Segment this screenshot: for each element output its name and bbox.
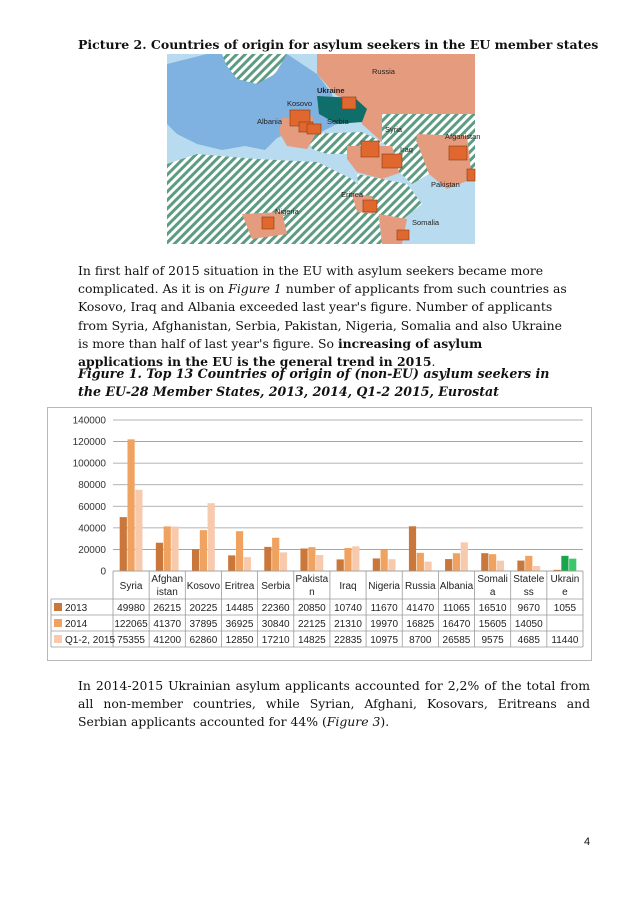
y-tick-label: 60000 bbox=[78, 501, 106, 513]
map-label-ukraine: Ukraine bbox=[317, 86, 345, 95]
data-label: 49980 bbox=[117, 603, 145, 614]
x-tick-label: Syria bbox=[119, 581, 143, 592]
bar-2013-stateless bbox=[517, 561, 524, 571]
para1-figure-ref: Figure 1 bbox=[228, 281, 282, 297]
x-tick-label: Afghan bbox=[151, 574, 184, 585]
bar-Q1-2-2015-syria bbox=[135, 490, 142, 571]
bar-2014-albania bbox=[453, 553, 460, 571]
bar-Q1-2-2015-albania bbox=[461, 542, 468, 571]
legend-label: Q1-2, 2015 bbox=[65, 635, 116, 646]
x-tick-label: ss bbox=[523, 587, 534, 598]
bar-2013-eritrea bbox=[228, 555, 235, 571]
y-tick-label: 0 bbox=[100, 566, 106, 578]
picture-title: Picture 2. Countries of origin for asylum seekers in the EU member states bbox=[78, 37, 599, 52]
x-tick-label: Ukrain bbox=[550, 574, 580, 585]
para1-bold-conclusion: increasing of asylum applications in the EU is the general trend in 2015 bbox=[78, 335, 483, 370]
data-label: 41470 bbox=[406, 603, 435, 614]
bar-Q1-2-2015-somalia bbox=[497, 561, 504, 571]
bar-2014-eritrea bbox=[236, 531, 243, 571]
bar-2013-nigeria bbox=[373, 558, 380, 571]
data-label: 16470 bbox=[442, 619, 471, 630]
map-label-syria: Syria bbox=[385, 125, 403, 134]
suitcase-icon bbox=[262, 217, 274, 229]
data-label: 16825 bbox=[406, 619, 435, 630]
para1-text-2: number of applicants from such countries as Kosovo, Iraq and Albania exceeded last year's figure. Number of applicants from Syria, Afghanistan, Serbia, Pakistan, Nigeria, Somalia and also Ukraine is more than half of last year's figure. So bbox=[78, 281, 567, 351]
data-label: 10975 bbox=[370, 635, 399, 646]
data-label: 62860 bbox=[189, 635, 218, 646]
bar-2013-serbia bbox=[264, 547, 271, 571]
bar-Q1-2-2015-serbia bbox=[280, 552, 287, 571]
bar-Q1-2-2015-stateless bbox=[533, 566, 540, 571]
legend-key-2013 bbox=[54, 603, 62, 611]
data-label: 26215 bbox=[153, 603, 182, 614]
suitcase-icon bbox=[467, 169, 475, 181]
x-tick-label: Kosovo bbox=[186, 581, 221, 592]
suitcase-icon bbox=[342, 97, 356, 109]
bar-2014-nigeria bbox=[381, 549, 388, 571]
bar-2014-afghanistan bbox=[164, 526, 171, 571]
bar-2014-stateless bbox=[525, 556, 532, 571]
bar-Q1-2-2015-eritrea bbox=[244, 557, 251, 571]
data-label: 22360 bbox=[261, 603, 290, 614]
x-tick-label: a bbox=[489, 587, 496, 598]
map-label-russia: Russia bbox=[372, 67, 395, 76]
data-label: 20225 bbox=[189, 603, 218, 614]
bar-Q1-2-2015-nigeria bbox=[388, 559, 395, 571]
x-tick-label: Serbia bbox=[261, 581, 291, 592]
bar-Q1-2-2015-kosovo bbox=[208, 503, 215, 571]
x-tick-label: Nigeria bbox=[368, 581, 400, 592]
data-label: 41370 bbox=[153, 619, 182, 630]
y-tick-label: 140000 bbox=[72, 415, 106, 427]
data-label: 15605 bbox=[478, 619, 507, 630]
bar-2013-russia bbox=[409, 526, 416, 571]
bar-2014-somalia bbox=[489, 554, 496, 571]
bar-Q1-2-2015-afghanistan bbox=[171, 527, 178, 571]
bar-2014-russia bbox=[417, 553, 424, 571]
suitcase-icon bbox=[449, 146, 467, 160]
asylum-origin-map bbox=[167, 54, 481, 244]
bar-Q1-2-2015-ukraine bbox=[569, 559, 576, 571]
data-label: 20850 bbox=[297, 603, 326, 614]
map-label-pakistan: Pakistan bbox=[431, 180, 460, 189]
data-label: 22125 bbox=[297, 619, 326, 630]
data-label: 36925 bbox=[225, 619, 254, 630]
bar-2014-ukraine bbox=[561, 556, 568, 571]
data-label: 21310 bbox=[334, 619, 362, 630]
suitcase-icon bbox=[307, 124, 321, 134]
y-tick-label: 40000 bbox=[78, 523, 106, 535]
map-label-eritrea: Eritrea bbox=[341, 190, 364, 199]
suitcase-icon bbox=[397, 230, 409, 240]
map-label-somalia: Somalia bbox=[412, 218, 440, 227]
data-label: 8700 bbox=[409, 635, 432, 646]
para1-text-1: In first half of 2015 situation in the EU with asylum seekers became more complicated. As it is on bbox=[78, 263, 544, 297]
data-label: 30840 bbox=[261, 619, 290, 630]
suitcase-icon bbox=[363, 200, 377, 212]
bar-2014-kosovo bbox=[200, 530, 207, 571]
data-label: 9575 bbox=[481, 635, 504, 646]
bar-2014-serbia bbox=[272, 538, 279, 571]
para2-end: ). bbox=[380, 714, 390, 730]
map-label-nigeria: Nigeria bbox=[275, 207, 299, 216]
data-label: 12850 bbox=[225, 635, 254, 646]
y-tick-label: 100000 bbox=[72, 458, 106, 470]
map-label-serbia: Serbia bbox=[327, 117, 349, 126]
page-number: 4 bbox=[584, 836, 591, 848]
legend-label: 2013 bbox=[65, 603, 88, 614]
map-label-iraq: Iraq bbox=[400, 145, 413, 154]
x-tick-label: Somali bbox=[477, 574, 508, 585]
data-label: 1055 bbox=[553, 603, 577, 614]
data-label: 11065 bbox=[442, 603, 471, 614]
data-label: 14825 bbox=[297, 635, 326, 646]
x-tick-label: Statele bbox=[513, 574, 545, 585]
bar-Q1-2-2015-pakistan bbox=[316, 555, 323, 571]
data-label: 26585 bbox=[442, 635, 471, 646]
data-label: 22835 bbox=[334, 635, 362, 646]
data-label: 122065 bbox=[114, 619, 148, 630]
y-tick-label: 80000 bbox=[78, 480, 106, 492]
x-tick-label: Pakista bbox=[295, 574, 329, 585]
x-tick-label: Albania bbox=[439, 581, 474, 592]
suitcase-icon bbox=[361, 141, 379, 157]
data-label: 17210 bbox=[261, 635, 290, 646]
data-label: 14050 bbox=[514, 619, 543, 630]
y-tick-label: 120000 bbox=[72, 437, 106, 449]
x-tick-label: Iraq bbox=[339, 581, 357, 592]
data-label: 10740 bbox=[334, 603, 362, 614]
x-tick-label: Eritrea bbox=[224, 581, 255, 592]
data-label: 11670 bbox=[370, 603, 398, 614]
map-label-kosovo: Kosovo bbox=[287, 99, 313, 108]
bar-2014-iraq bbox=[344, 548, 351, 571]
data-label: 9670 bbox=[517, 603, 540, 614]
bar-2014-pakistan bbox=[308, 547, 315, 571]
para2-text: In 2014-2015 Ukrainian asylum applicants accounted for 2,2% of the total from all non-member countries, while Syrian, Afghani, Kosovars, Eritreans and Serbian applicants accounted for 44% ( bbox=[78, 678, 590, 730]
x-tick-label: e bbox=[562, 587, 568, 598]
bar-2014-syria bbox=[127, 439, 134, 571]
bar-2013-albania bbox=[445, 559, 452, 571]
legend-key-Q1-2-2015 bbox=[54, 635, 62, 643]
para1-end: . bbox=[431, 354, 436, 370]
bar-2013-syria bbox=[120, 517, 127, 571]
data-label: 75355 bbox=[117, 635, 145, 646]
data-label: 4685 bbox=[517, 635, 540, 646]
paragraph-ukraine-share bbox=[78, 677, 590, 732]
suitcase-icon bbox=[382, 154, 402, 168]
data-label: 16510 bbox=[478, 603, 507, 614]
data-label: 11440 bbox=[551, 635, 579, 646]
chart-container bbox=[47, 407, 592, 661]
bar-Q1-2-2015-russia bbox=[425, 562, 432, 571]
data-label: 14485 bbox=[225, 603, 254, 614]
x-tick-label: istan bbox=[156, 587, 178, 598]
map-label-albania: Albania bbox=[257, 117, 283, 126]
bar-2013-pakistan bbox=[300, 549, 307, 571]
paragraph-asylum-2015 bbox=[78, 262, 568, 371]
data-label: 37895 bbox=[189, 619, 218, 630]
data-label: 19970 bbox=[370, 619, 399, 630]
x-tick-label: Russia bbox=[405, 581, 436, 592]
map-label-afghanistan: Afganistan bbox=[445, 132, 481, 141]
para2-figure-ref: Figure 3 bbox=[326, 714, 381, 730]
legend-key-2014 bbox=[54, 619, 62, 627]
y-tick-label: 20000 bbox=[78, 544, 106, 556]
bar-2013-somalia bbox=[481, 553, 488, 571]
bar-2013-afghanistan bbox=[156, 543, 163, 571]
x-tick-label: n bbox=[309, 587, 315, 598]
legend-label: 2014 bbox=[65, 619, 88, 630]
asylum-bar-chart bbox=[48, 408, 593, 662]
figure-title: Figure 1. Top 13 Countries of origin of (non-EU) asylum seekers in the EU-28 Member States, 2013, 2014, Q1-2 2015, Eurostat bbox=[78, 366, 550, 399]
bar-Q1-2-2015-iraq bbox=[352, 546, 359, 571]
data-label: 41200 bbox=[153, 635, 182, 646]
bar-2013-kosovo bbox=[192, 549, 199, 571]
bar-2013-iraq bbox=[337, 559, 344, 571]
